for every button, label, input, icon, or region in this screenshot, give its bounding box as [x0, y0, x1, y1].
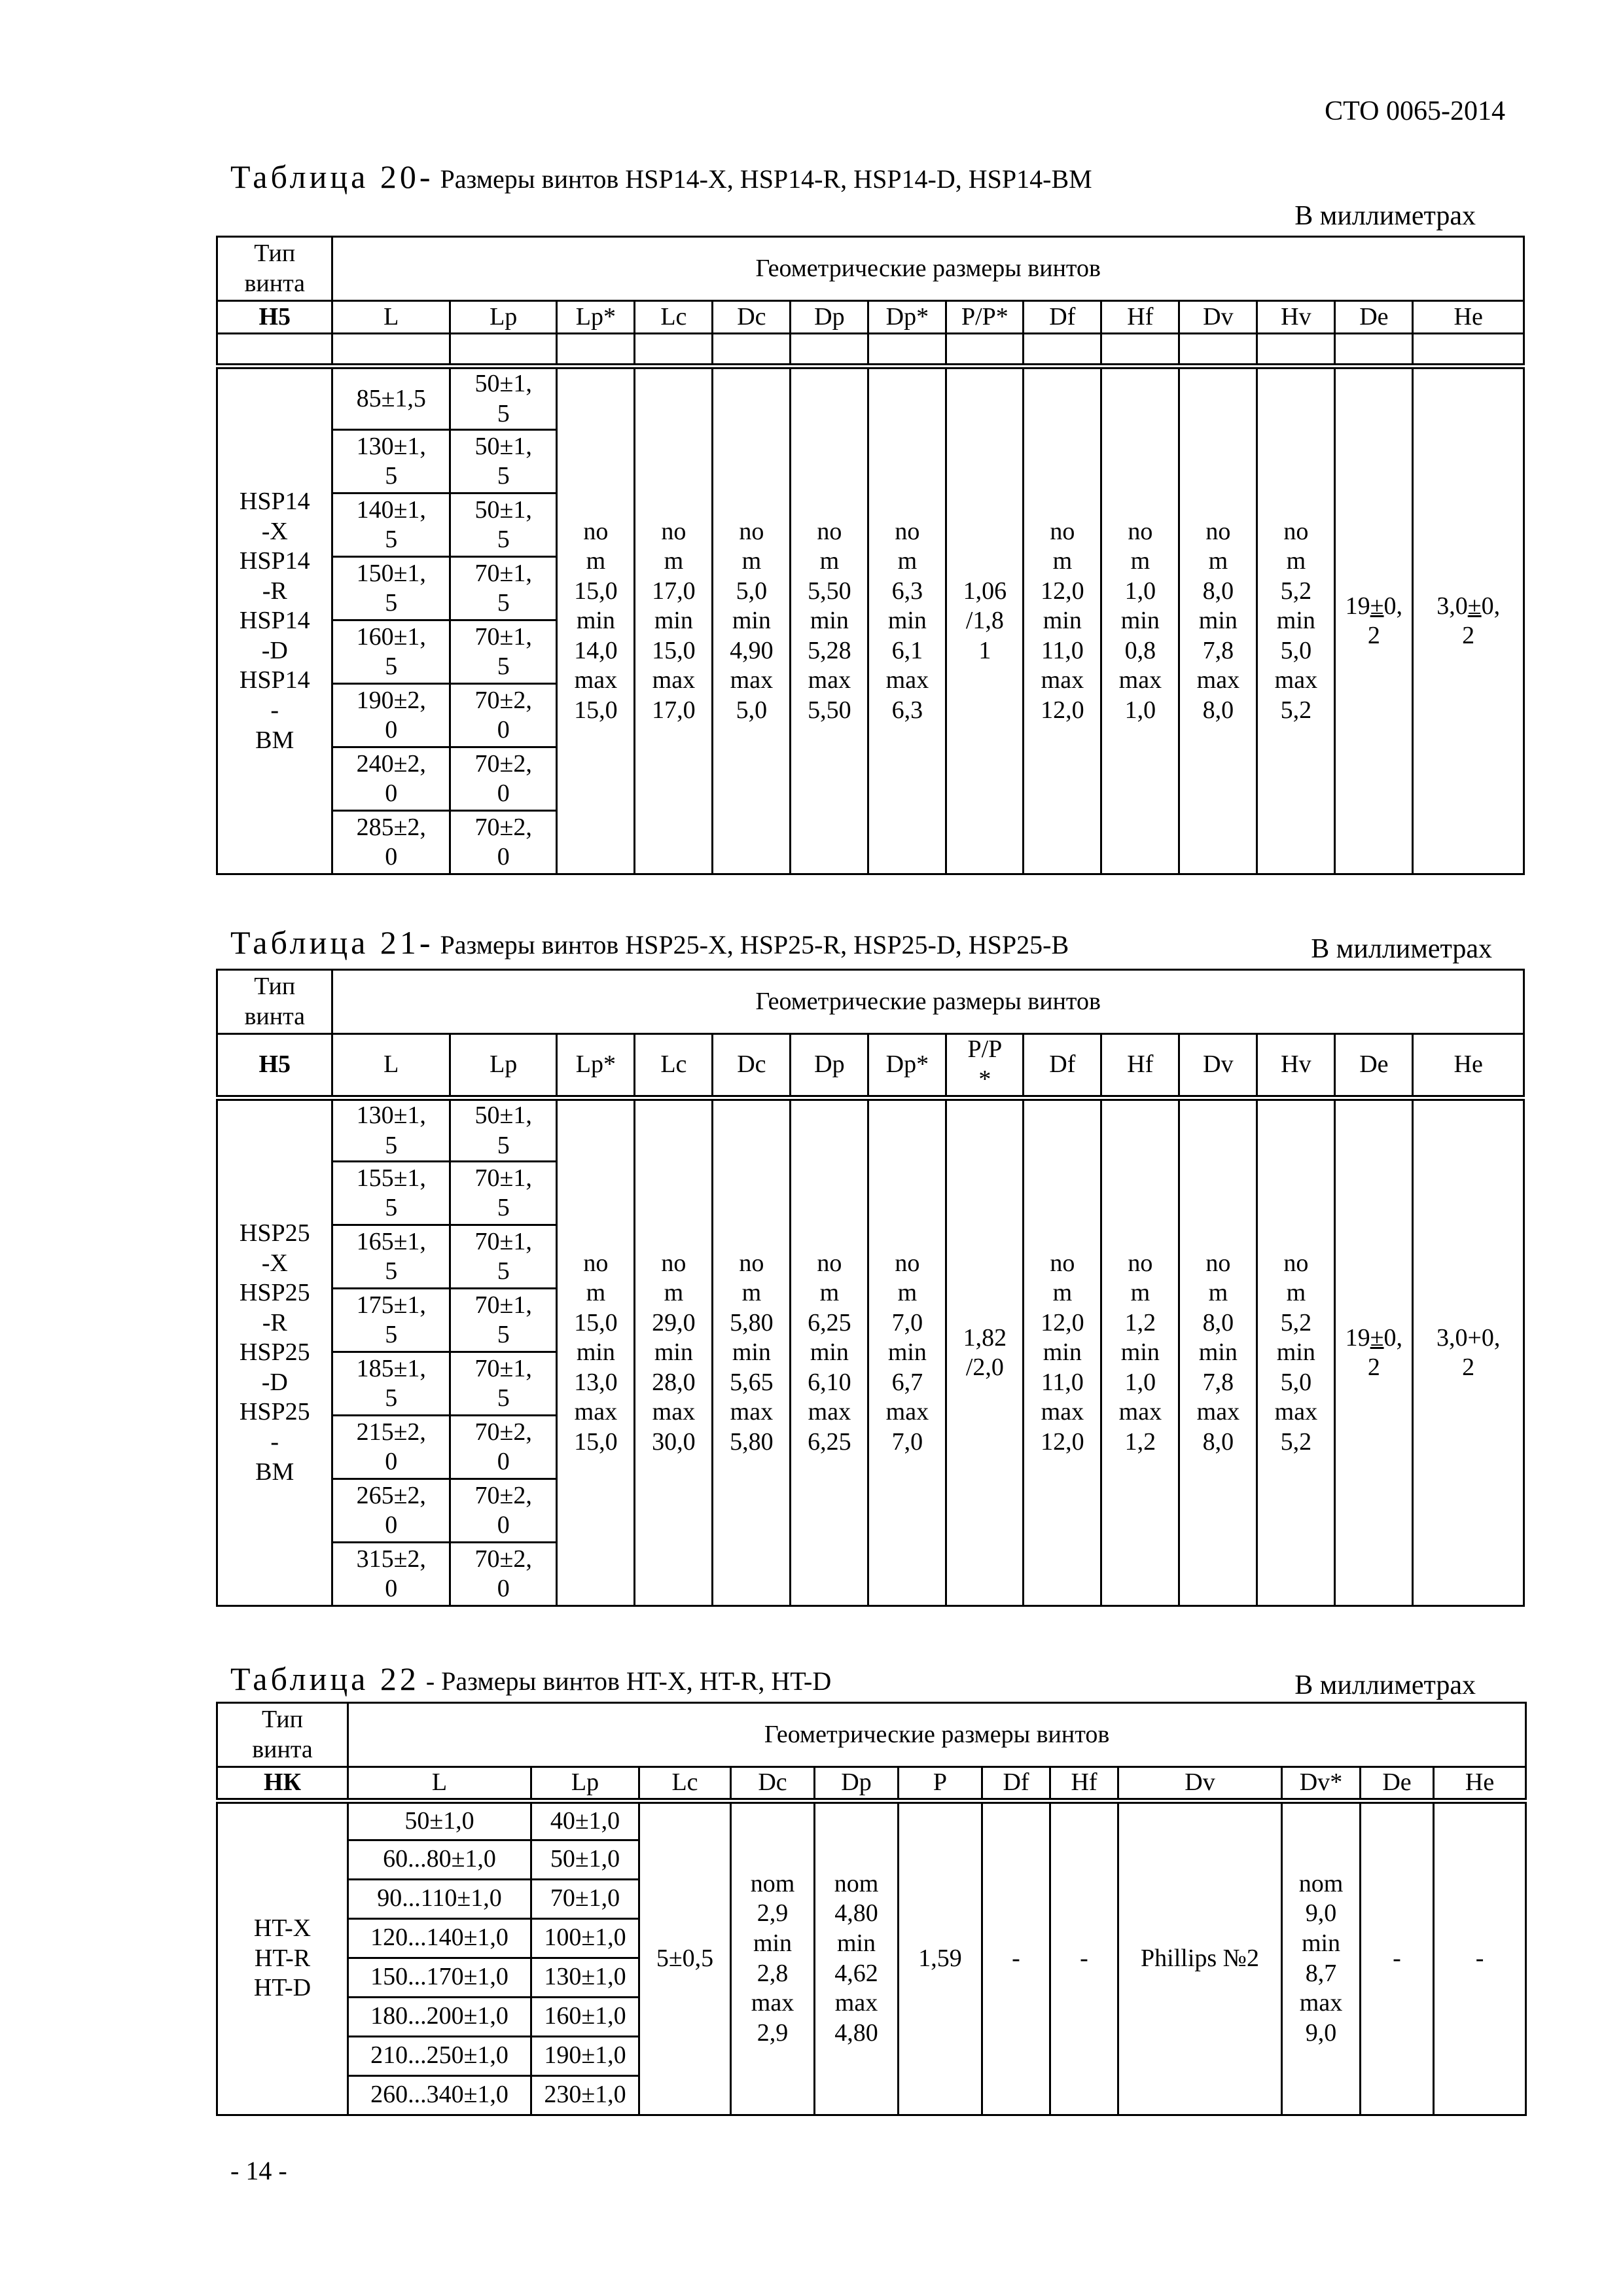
lp-cell: 70±1, 5: [450, 1225, 557, 1289]
length-cell: 260...340±1,0: [348, 2075, 531, 2115]
document-code: СТО 0065-2014: [1325, 96, 1505, 126]
column-header: Lp*: [557, 301, 635, 334]
length-cell: 265±2, 0: [332, 1479, 450, 1543]
column-header: De: [1361, 1767, 1434, 1801]
length-cell: 210...250±1,0: [348, 2036, 531, 2075]
de-nominal: 19: [1345, 1323, 1370, 1352]
column-header: Dv*: [1282, 1767, 1361, 1801]
column-header: L: [332, 1034, 450, 1098]
lp-cell: 70±1,0: [531, 1879, 639, 1918]
column-header: НК: [217, 1767, 348, 1801]
column-header: De: [1335, 1034, 1413, 1098]
length-cell: 50±1,0: [348, 1801, 531, 1840]
column-header: P/P*: [946, 301, 1024, 334]
table-21-caption-text: Размеры винтов HSP25-X, HSP25-R, HSP25-D, HSP25-B: [433, 930, 1069, 960]
lp-cell: 50±1, 5: [450, 430, 557, 493]
dp-star-cell: no m 6,3 min 6,1 max 6,3: [868, 367, 946, 874]
table-20-caption-word: Таблица 20-: [230, 158, 434, 195]
geometry-header: Геометрические размеры винтов: [348, 1703, 1526, 1767]
length-cell: 185±1, 5: [332, 1352, 450, 1416]
table-row: [217, 367, 1524, 430]
lp-cell: 160±1,0: [531, 1997, 639, 2036]
dv-cell: Phillips №2: [1118, 1801, 1282, 2115]
column-header: De: [1335, 301, 1413, 334]
length-cell: 240±2, 0: [332, 747, 450, 811]
column-header: Df: [982, 1767, 1050, 1801]
column-header: Hf: [1101, 301, 1179, 334]
screw-type-names: HSP25 -X HSP25 -R HSP25 -D HSP25 - BM: [217, 1098, 332, 1606]
column-header: H5: [217, 1034, 332, 1098]
he-tolerance: 0, 2: [1462, 592, 1501, 650]
lp-cell: 70±2, 0: [450, 1416, 557, 1479]
column-header: Lc: [635, 1034, 713, 1098]
column-header: Dp*: [868, 301, 946, 334]
dv-star-cell: nom 9,0 min 8,7 max 9,0: [1282, 1801, 1361, 2115]
column-header: Lc: [639, 1767, 731, 1801]
column-header: Dp: [791, 301, 868, 334]
table-20-units: В миллиметрах: [1294, 201, 1476, 231]
lp-cell: 190±1,0: [531, 2036, 639, 2075]
lp-star-cell: no m 15,0 min 14,0 max 15,0: [557, 367, 635, 874]
hv-cell: no m 5,2 min 5,0 max 5,2: [1257, 1098, 1335, 1606]
he-cell: -: [1434, 1801, 1526, 2115]
pitch-cell: 1,06 /1,8 1: [946, 367, 1024, 874]
column-header: Hf: [1101, 1034, 1179, 1098]
dp-cell: no m 6,25 min 6,10 max 6,25: [791, 1098, 868, 1606]
de-plus-minus-sign: ±: [1370, 1323, 1384, 1352]
lc-cell: 5±0,5: [639, 1801, 731, 2115]
column-header: Dc: [731, 1767, 815, 1801]
lc-cell: no m 29,0 min 28,0 max 30,0: [635, 1098, 713, 1606]
column-header: Lc: [635, 301, 713, 334]
table-22-units: В миллиметрах: [1294, 1670, 1476, 1700]
lp-cell: 70±1, 5: [450, 1162, 557, 1225]
pitch-cell: 1,59: [899, 1801, 982, 2115]
column-header: Lp*: [557, 1034, 635, 1098]
dc-cell: no m 5,0 min 4,90 max 5,0: [713, 367, 791, 874]
column-header: H5: [217, 301, 332, 334]
column-header: Dc: [713, 1034, 791, 1098]
length-cell: 165±1, 5: [332, 1225, 450, 1289]
length-cell: 140±1, 5: [332, 493, 450, 557]
table-22-caption: [230, 1659, 831, 1699]
length-cell: 85±1,5: [332, 367, 450, 430]
table-21-caption: [230, 923, 1069, 963]
length-cell: 215±2, 0: [332, 1416, 450, 1479]
lp-cell: 50±1, 5: [450, 1098, 557, 1162]
pitch-cell: 1,82 /2,0: [946, 1098, 1024, 1606]
type-header: Тип винта: [217, 970, 332, 1034]
table-22-caption-word: Таблица 22: [230, 1660, 419, 1697]
lp-cell: 70±1, 5: [450, 620, 557, 684]
dc-cell: no m 5,80 min 5,65 max 5,80: [713, 1098, 791, 1606]
lp-cell: 50±1, 5: [450, 367, 557, 430]
column-header: Dv: [1179, 1034, 1257, 1098]
dc-cell: nom 2,9 min 2,8 max 2,9: [731, 1801, 815, 2115]
df-cell: -: [982, 1801, 1050, 2115]
df-cell: no m 12,0 min 11,0 max 12,0: [1024, 1098, 1101, 1606]
geometry-header: Геометрические размеры винтов: [332, 237, 1524, 301]
lp-cell: 50±1,0: [531, 1840, 639, 1879]
length-cell: 190±2, 0: [332, 684, 450, 747]
column-header: L: [332, 301, 450, 334]
column-header: Hv: [1257, 301, 1335, 334]
lp-cell: 70±1, 5: [450, 1352, 557, 1416]
column-header: Df: [1024, 1034, 1101, 1098]
lp-cell: 70±1, 5: [450, 1289, 557, 1352]
length-cell: 60...80±1,0: [348, 1840, 531, 1879]
dp-cell: no m 5,50 min 5,28 max 5,50: [791, 367, 868, 874]
column-header: P/P *: [946, 1034, 1024, 1098]
de-tolerance: 0, 2: [1367, 592, 1403, 650]
length-cell: 150...170±1,0: [348, 1958, 531, 1997]
column-header: Dp*: [868, 1034, 946, 1098]
column-header: Lp: [531, 1767, 639, 1801]
de-tolerance: 0, 2: [1367, 1323, 1403, 1382]
length-cell: 180...200±1,0: [348, 1997, 531, 2036]
lp-cell: 130±1,0: [531, 1958, 639, 1997]
lp-cell: 100±1,0: [531, 1918, 639, 1958]
table-21: [216, 969, 1525, 1607]
lp-cell: 70±2, 0: [450, 811, 557, 874]
type-header: Тип винта: [217, 237, 332, 301]
lp-cell: 70±2, 0: [450, 1543, 557, 1606]
length-cell: 150±1, 5: [332, 557, 450, 620]
column-header: Dc: [713, 301, 791, 334]
type-header: Тип винта: [217, 1703, 348, 1767]
he-nominal: 3,0: [1436, 592, 1468, 620]
column-header: Dp: [815, 1767, 899, 1801]
lp-cell: 230±1,0: [531, 2075, 639, 2115]
dp-cell: nom 4,80 min 4,62 max 4,80: [815, 1801, 899, 2115]
table-21-units: В миллиметрах: [1311, 934, 1492, 964]
column-header: Df: [1024, 301, 1101, 334]
empty-row: [217, 334, 1524, 367]
screw-type-names: HT-X HT-R HT-D: [217, 1801, 348, 2115]
column-header: Dp: [791, 1034, 868, 1098]
column-header: Dv: [1118, 1767, 1282, 1801]
table-20: [216, 236, 1525, 875]
lp-star-cell: no m 15,0 min 13,0 max 15,0: [557, 1098, 635, 1606]
page-number: - 14 -: [230, 2156, 287, 2185]
length-cell: 130±1, 5: [332, 430, 450, 493]
length-cell: 285±2, 0: [332, 811, 450, 874]
geometry-header: Геометрические размеры винтов: [332, 970, 1524, 1034]
column-header: Dv: [1179, 301, 1257, 334]
column-header: He: [1413, 301, 1524, 334]
lp-cell: 70±2, 0: [450, 1479, 557, 1543]
length-cell: 155±1, 5: [332, 1162, 450, 1225]
lp-cell: 40±1,0: [531, 1801, 639, 1840]
lp-cell: 70±1, 5: [450, 557, 557, 620]
de-cell: -: [1361, 1801, 1434, 2115]
de-cell: [1335, 1098, 1413, 1606]
table-22: [216, 1702, 1527, 2116]
de-plus-minus-sign: ±: [1370, 592, 1384, 620]
lp-cell: 70±2, 0: [450, 684, 557, 747]
hf-cell: no m 1,0 min 0,8 max 1,0: [1101, 367, 1179, 874]
column-header: Lp: [450, 301, 557, 334]
column-header: Hv: [1257, 1034, 1335, 1098]
length-cell: 120...140±1,0: [348, 1918, 531, 1958]
lp-cell: 70±2, 0: [450, 747, 557, 811]
length-cell: 160±1, 5: [332, 620, 450, 684]
dv-cell: no m 8,0 min 7,8 max 8,0: [1179, 367, 1257, 874]
de-nominal: 19: [1345, 592, 1370, 620]
column-header: He: [1434, 1767, 1526, 1801]
hf-cell: -: [1050, 1801, 1118, 2115]
length-cell: 90...110±1,0: [348, 1879, 531, 1918]
he-cell: 3,0+0, 2: [1413, 1098, 1524, 1606]
table-row: [217, 1801, 1526, 1840]
column-header: Lp: [450, 1034, 557, 1098]
table-20-caption: [230, 157, 1092, 197]
lp-cell: 50±1, 5: [450, 493, 557, 557]
column-header: L: [348, 1767, 531, 1801]
length-cell: 315±2, 0: [332, 1543, 450, 1606]
dv-cell: no m 8,0 min 7,8 max 8,0: [1179, 1098, 1257, 1606]
hf-cell: no m 1,2 min 1,0 max 1,2: [1101, 1098, 1179, 1606]
length-cell: 175±1, 5: [332, 1289, 450, 1352]
lc-cell: no m 17,0 min 15,0 max 17,0: [635, 367, 713, 874]
df-cell: no m 12,0 min 11,0 max 12,0: [1024, 367, 1101, 874]
he-cell: [1413, 367, 1524, 874]
hv-cell: no m 5,2 min 5,0 max 5,2: [1257, 367, 1335, 874]
screw-type-names: HSP14 -X HSP14 -R HSP14 -D HSP14 - BM: [217, 367, 332, 874]
table-row: [217, 1098, 1524, 1162]
length-cell: 130±1, 5: [332, 1098, 450, 1162]
column-header: P: [899, 1767, 982, 1801]
table-20-caption-text: Размеры винтов HSP14-X, HSP14-R, HSP14-D, HSP14-BM: [433, 164, 1092, 194]
table-22-caption-text: - Размеры винтов HT-X, HT-R, HT-D: [419, 1666, 832, 1696]
dp-star-cell: no m 7,0 min 6,7 max 7,0: [868, 1098, 946, 1606]
column-header: He: [1413, 1034, 1524, 1098]
he-plus-minus-sign: ±: [1467, 592, 1482, 620]
table-21-caption-word: Таблица 21-: [230, 924, 434, 961]
column-header: Hf: [1050, 1767, 1118, 1801]
de-cell: [1335, 367, 1413, 874]
